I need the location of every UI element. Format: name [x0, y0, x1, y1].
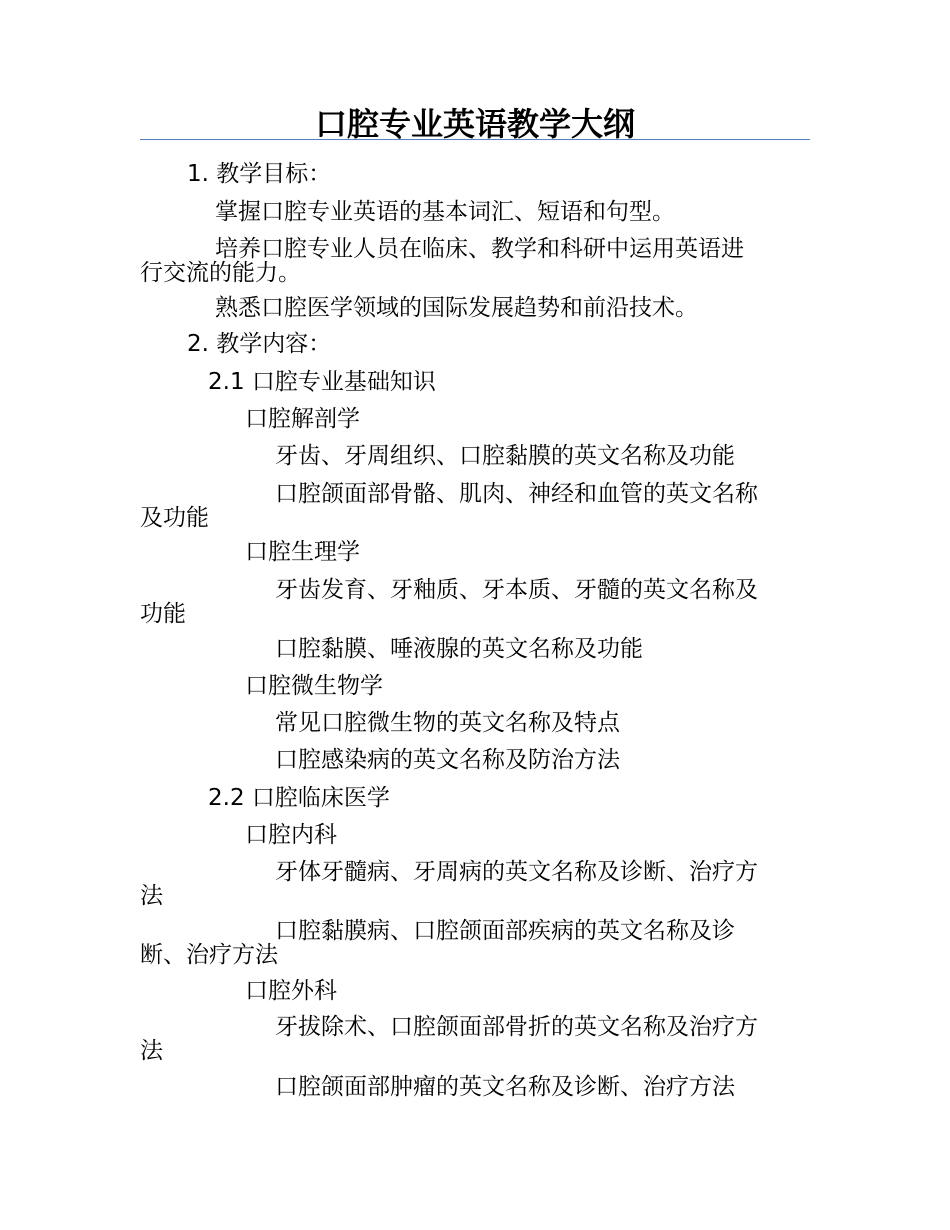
objective-2-line2: 行交流的能力。 [140, 260, 301, 286]
internal-medicine-heading: 口腔内科 [245, 822, 337, 848]
physiology-item-1-line2: 功能 [140, 601, 186, 627]
section-2-heading: 2. 教学内容： [187, 331, 332, 357]
internal-item-1-line1: 牙体牙髓病、牙周病的英文名称及诊断、治疗方 [275, 859, 758, 885]
physiology-item-2: 口腔黏膜、唾液腺的英文名称及功能 [275, 636, 643, 662]
surgery-item-1-line2: 法 [140, 1038, 163, 1064]
section-2-2-heading: 2.2 口腔临床医学 [208, 785, 390, 811]
title-underline [140, 139, 810, 140]
objective-2-line1: 培养口腔专业人员在临床、教学和科研中运用英语进 [215, 236, 744, 262]
physiology-heading: 口腔生理学 [245, 539, 360, 565]
surgery-item-1 [140, 1013, 800, 1065]
surgery-item-2: 口腔颌面部肿瘤的英文名称及诊断、治疗方法 [275, 1074, 735, 1100]
microbiology-item-2: 口腔感染病的英文名称及防治方法 [275, 747, 620, 773]
physiology-item-1 [140, 576, 800, 628]
anatomy-item-1: 牙齿、牙周组织、口腔黏膜的英文名称及功能 [275, 443, 735, 469]
internal-item-2-line2: 断、治疗方法 [140, 942, 278, 968]
surgery-heading: 口腔外科 [245, 978, 337, 1004]
internal-item-1 [140, 858, 800, 910]
objective-2 [140, 235, 800, 287]
anatomy-item-2-line2: 及功能 [140, 505, 209, 531]
anatomy-heading: 口腔解剖学 [245, 406, 360, 432]
internal-item-2-line1: 口腔黏膜病、口腔颌面部疾病的英文名称及诊 [275, 918, 735, 944]
objective-3: 熟悉口腔医学领域的国际发展趋势和前沿技术。 [215, 295, 698, 321]
anatomy-item-2-line1: 口腔颌面部骨骼、肌肉、神经和血管的英文名称 [275, 481, 758, 507]
microbiology-item-1: 常见口腔微生物的英文名称及特点 [275, 710, 620, 736]
document-title: 口腔专业英语教学大纲 [314, 105, 635, 143]
anatomy-item-2 [140, 480, 800, 532]
physiology-item-1-line1: 牙齿发育、牙釉质、牙本质、牙髓的英文名称及 [275, 577, 758, 603]
section-1-heading: 1. 教学目标： [187, 161, 332, 187]
surgery-item-1-line1: 牙拔除术、口腔颌面部骨折的英文名称及治疗方 [275, 1014, 758, 1040]
internal-item-1-line2: 法 [140, 883, 163, 909]
section-2-1-heading: 2.1 口腔专业基础知识 [208, 369, 436, 395]
microbiology-heading: 口腔微生物学 [245, 673, 383, 699]
internal-item-2 [140, 917, 800, 969]
objective-1: 掌握口腔专业英语的基本词汇、短语和句型。 [215, 199, 675, 225]
